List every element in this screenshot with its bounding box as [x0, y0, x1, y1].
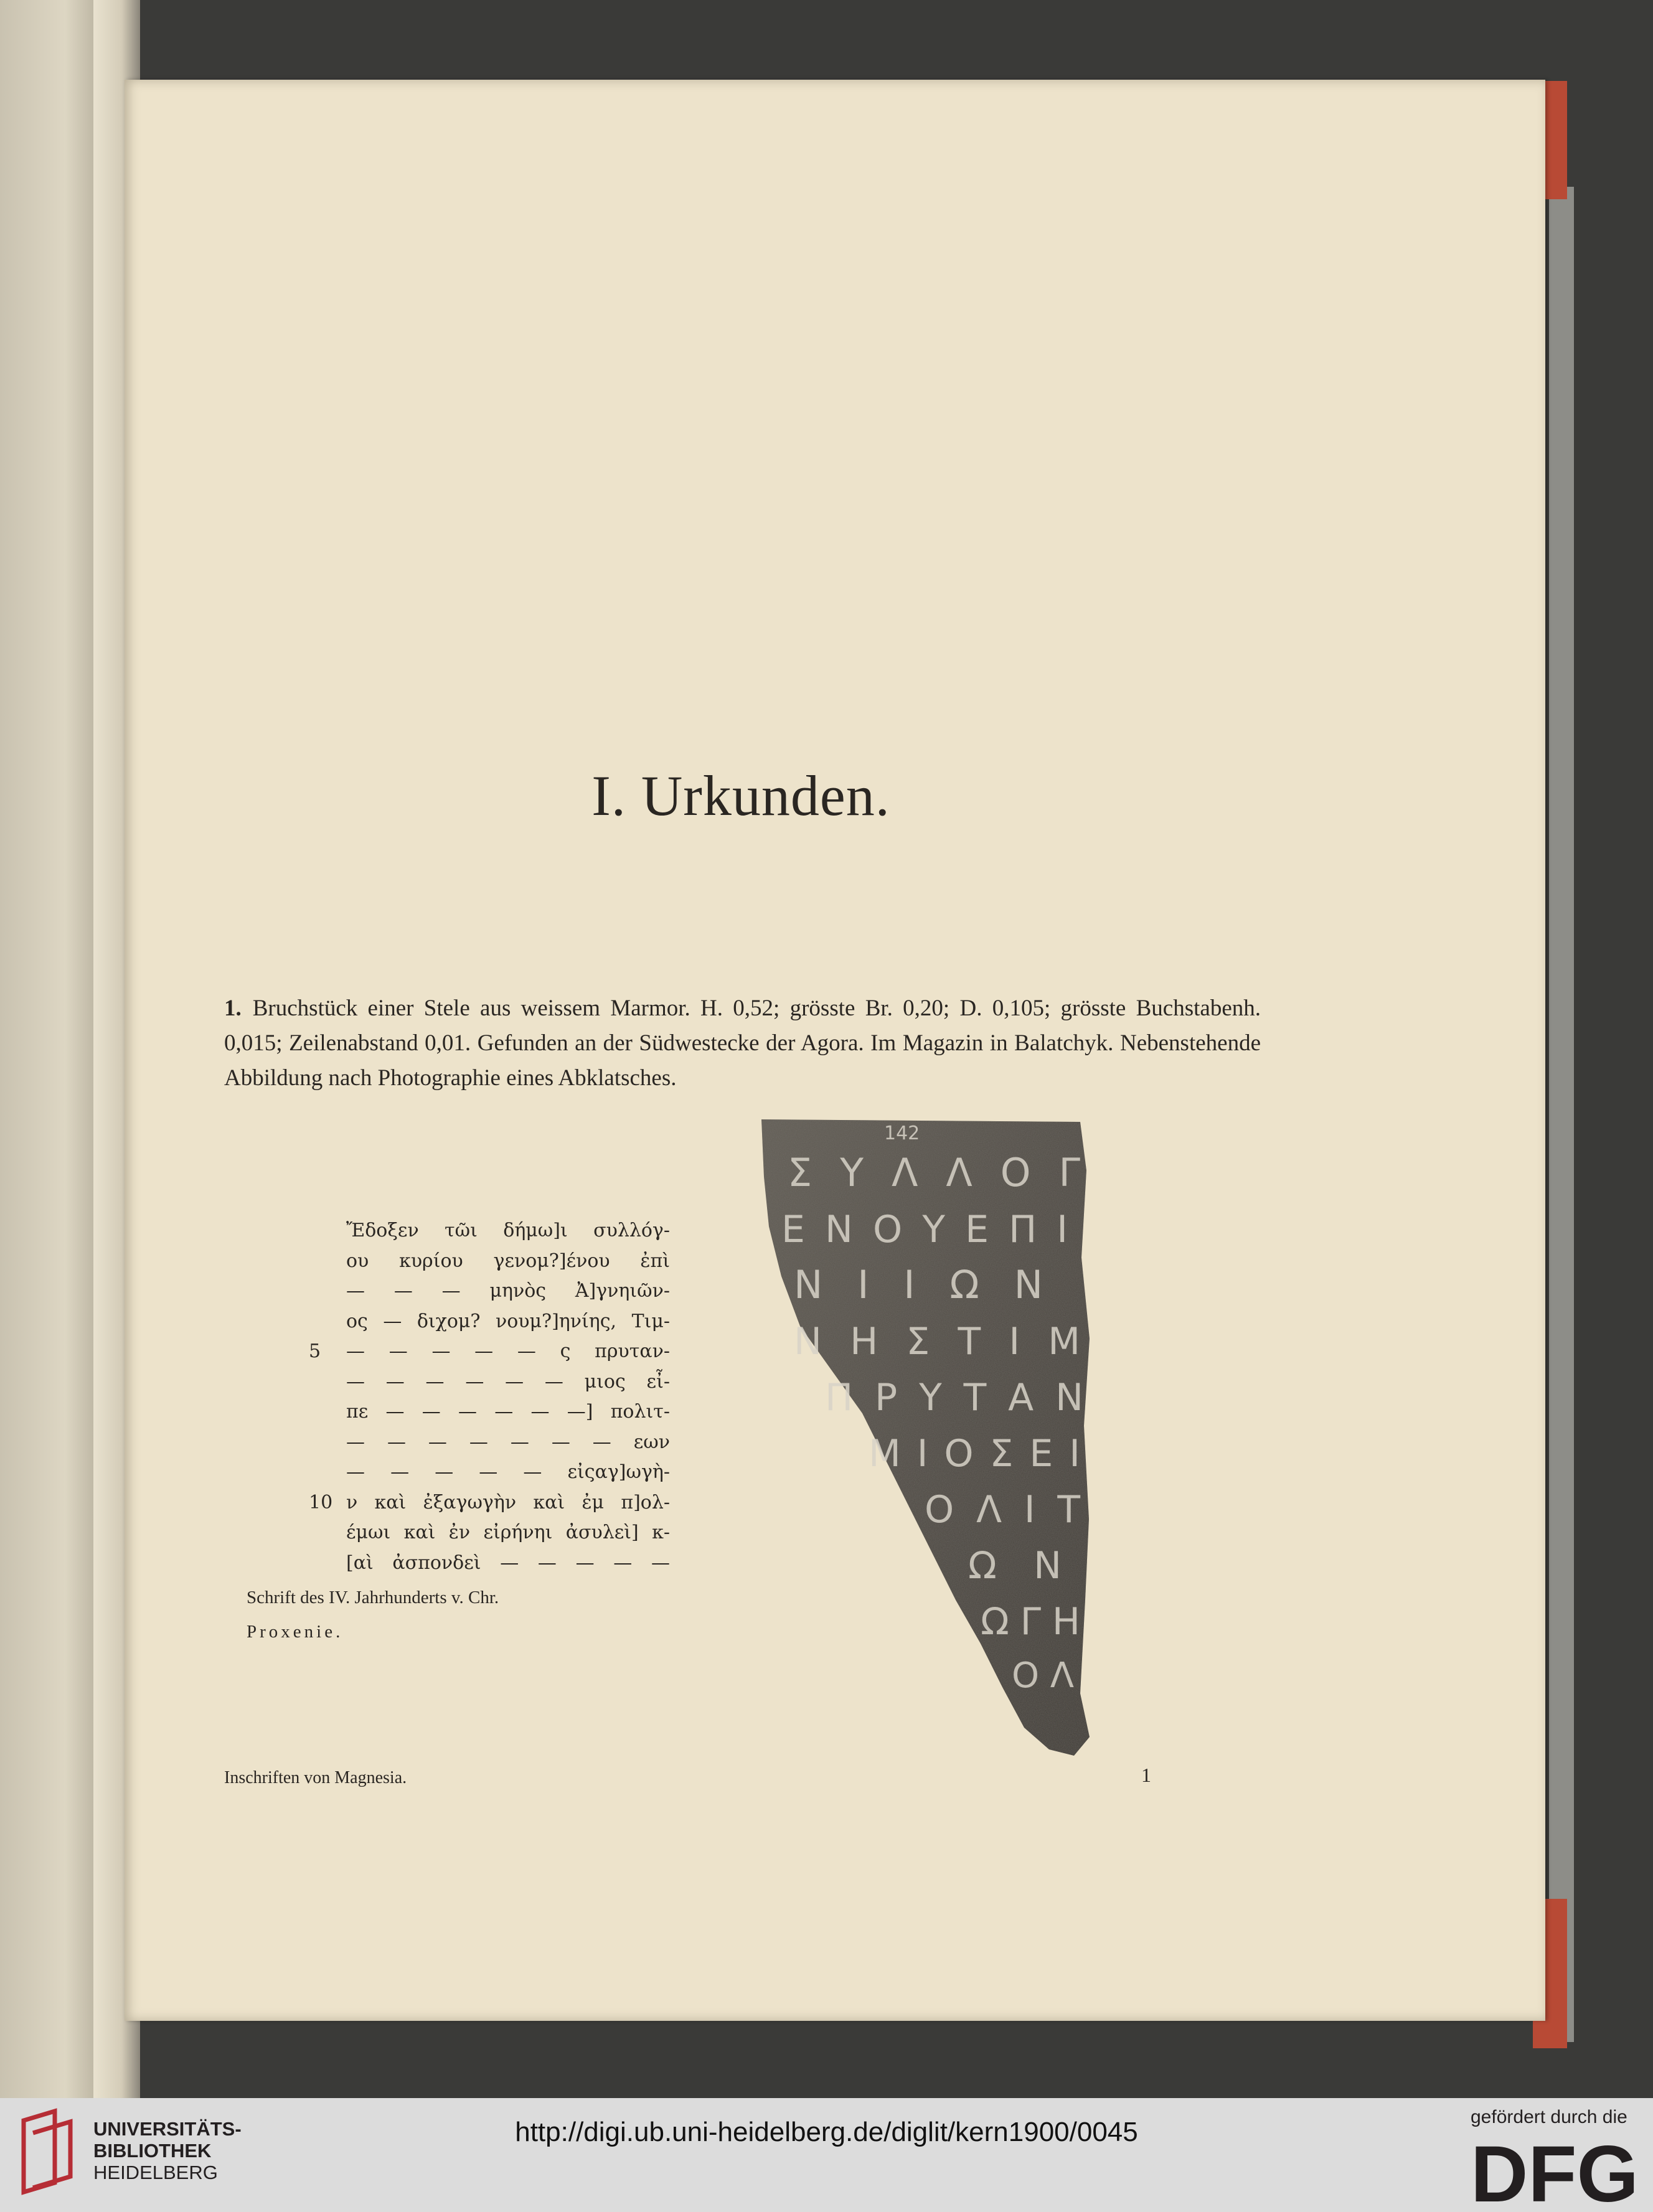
stone-mark: 142	[884, 1122, 920, 1144]
entry-text: Bruchstück einer Stele aus weissem Marmor. H. 0,52; grösste Br. 0,20; D. 0,105; grösste Buchstabenh. 0,015; Zeilenabstand 0,01. Gefunden an der Südwestecke der Agora. Im Magazin in Balatchyk. Nebenstehende Abbildung nach Photographie eines Abklatsches.	[224, 995, 1261, 1091]
dfg-logo-icon[interactable]	[1471, 2139, 1639, 2206]
entry-number: 1.	[224, 995, 242, 1021]
line-text: — — — — — — μιος εἶ-	[346, 1370, 670, 1393]
inscription-line	[346, 1367, 670, 1398]
stone-line: ΜΙΟΣΕΙ	[869, 1432, 1080, 1475]
logo-text-line1: UNIVERSITÄTS-	[93, 2118, 242, 2140]
stone-line: ΩΓΗ	[981, 1600, 1080, 1644]
inscription-line	[346, 1518, 670, 1548]
inscription-line	[309, 1337, 670, 1367]
line-text: ου κυρίου γενομ?]ένου ἐπὶ	[346, 1250, 670, 1272]
line-number: 10	[309, 1491, 333, 1513]
line-text: — — — — — εἰςαγ]ωγὴ-	[346, 1461, 670, 1483]
line-text: — — — — — ς πρυταν-	[346, 1340, 670, 1362]
running-footer: Inschriften von Magnesia.	[224, 1768, 407, 1787]
sponsor-caption: gefördert durch die	[1471, 2107, 1627, 2127]
inscription-transcription	[309, 1216, 670, 1578]
dfg-logo-text: DFG	[1471, 2139, 1639, 2206]
logo-text-line3: HEIDELBERG	[93, 2162, 218, 2183]
chapter-title: I. Urkunden.	[591, 764, 890, 827]
inscription-line	[346, 1548, 670, 1579]
stele-fragment-photo	[756, 1114, 1105, 1762]
inscription-line	[346, 1397, 670, 1428]
script-date-caption: Schrift des IV. Jahrhunderts v. Chr.	[247, 1588, 499, 1607]
stone-line: ΝΗΣΤΙΜ	[794, 1320, 1080, 1363]
line-text: — — — μηνὸς Ἀ]γνηιῶν-	[346, 1280, 670, 1302]
line-text: έμωι καὶ ἐν εἰρήνηι ἀσυλεὶ] κ-	[346, 1522, 670, 1543]
stone-line: ΟΛΙΤ	[925, 1488, 1080, 1532]
stone-line: ΕΝΟΥΕΠΙ	[781, 1208, 1068, 1251]
line-text: ν καὶ ἐξαγωγὴν καὶ ἐμ π]ολ-	[346, 1491, 670, 1513]
permalink-url[interactable]: http://digi.ub.uni-heidelberg.de/diglit/kern1900/0045	[515, 2117, 1138, 2147]
line-text: — — — — — — — εων	[346, 1431, 670, 1453]
stone-line: ΠΡΥΤΑΝ	[825, 1376, 1083, 1419]
line-text: Ἔδοξεν τῶι δήμω]ι συλλόγ-	[346, 1220, 670, 1241]
inscription-line	[309, 1488, 670, 1518]
document-type-caption: Proxenie.	[247, 1622, 344, 1642]
inscription-line	[346, 1276, 670, 1307]
logo-text-line2: BIBLIOTHEK	[93, 2140, 212, 2162]
page-number: 1	[1141, 1764, 1151, 1786]
viewer-footer-bar	[0, 2098, 1653, 2212]
stone-line: ΝΙΙΩΝ	[794, 1262, 1043, 1307]
stone-line: ΩΝ	[968, 1544, 1062, 1588]
line-text: ος — διχομ? νουμ?]ηνίης, Τιμ-	[346, 1310, 670, 1332]
inscription-line	[346, 1246, 670, 1277]
line-text: [αὶ ἀσπονδεὶ — — — — —	[346, 1551, 670, 1574]
entry-description	[224, 991, 1261, 1096]
line-number: 5	[309, 1340, 321, 1362]
book-cover-edge	[1549, 187, 1574, 2042]
stone-line: ΟΛ	[1012, 1655, 1074, 1696]
inscription-line	[346, 1428, 670, 1458]
stone-line: ΣΥΛΛΟΓ	[788, 1150, 1080, 1195]
inscription-line	[346, 1307, 670, 1337]
inscription-line	[346, 1216, 670, 1246]
inscription-line	[346, 1457, 670, 1488]
line-text: πε — — — — — —] πολιτ-	[346, 1401, 670, 1423]
